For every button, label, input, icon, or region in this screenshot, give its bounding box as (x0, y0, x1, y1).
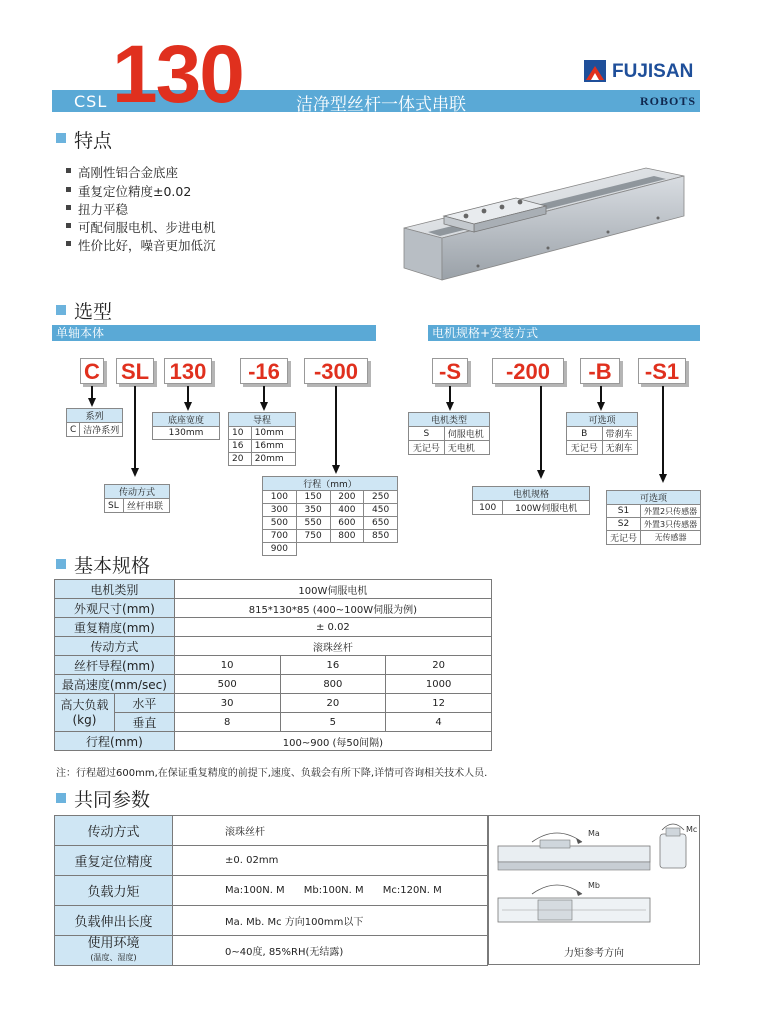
connector-arrow (537, 470, 545, 479)
table-cell: 带刹车 (602, 427, 638, 441)
param-value: 滚珠丝杆 (173, 816, 488, 846)
table-cell: 无记号 (409, 441, 445, 455)
env-label: 使用环境 (87, 936, 140, 951)
spec-label: 行程(mm) (55, 732, 175, 751)
table-cell: 200 (330, 491, 364, 504)
param-label-env (55, 936, 173, 966)
spec-value: 12 (386, 694, 492, 713)
base-width-header: 底座宽度 (153, 413, 220, 427)
common-params-table (54, 815, 488, 966)
product-linear-module-image (398, 158, 698, 286)
spec-label: 垂直 (114, 713, 174, 732)
table-cell: C (67, 423, 80, 437)
table-cell: B (567, 427, 603, 441)
param-value: ±0. 02mm (173, 846, 488, 876)
feature-item: 高刚性铝合金底座 (78, 165, 179, 180)
table-cell: 150 (296, 491, 330, 504)
spec-label: 水平 (114, 694, 174, 713)
connector-arrow (131, 468, 139, 477)
table-cell: 450 (364, 504, 398, 517)
basic-spec-title: 基本规格 (74, 555, 151, 577)
table-cell: 400 (330, 504, 364, 517)
table-cell: 650 (364, 517, 398, 530)
moment-direction-diagram (492, 820, 698, 942)
table-cell: 无记号 (567, 441, 603, 455)
spec-value: 16 (280, 656, 386, 675)
env-sublabel: (温度、湿度) (90, 953, 137, 962)
section-marker-icon (56, 133, 66, 143)
drive-header: 传动方式 (105, 485, 170, 499)
brand-robots: ROBOTS (639, 94, 696, 108)
spec-value: 20 (280, 694, 386, 713)
param-label: 负载力矩 (55, 876, 173, 906)
code-option-brake: -B (580, 358, 620, 384)
section-marker-icon (56, 559, 66, 569)
table-cell: 350 (296, 504, 330, 517)
table-cell: 无记号 (607, 531, 641, 545)
spec-value: 8 (174, 713, 280, 732)
table-cell: 16mm (251, 440, 295, 453)
section-marker-icon (56, 793, 66, 803)
series-header: 系列 (67, 409, 123, 423)
drive-table (104, 484, 170, 513)
code-series: C (80, 358, 104, 384)
param-value: Ma. Mb. Mc 方向100mm以下 (173, 906, 488, 936)
table-cell: S2 (607, 518, 641, 531)
table-cell: 800 (330, 530, 364, 543)
basic-spec-table (54, 579, 492, 751)
table-cell: 550 (296, 517, 330, 530)
table-cell: 300 (263, 504, 297, 517)
table-cell: 20mm (251, 453, 295, 466)
connector-line (540, 386, 542, 472)
load-unit: (kg) (72, 712, 97, 727)
ma-label: Ma (588, 829, 600, 838)
option-brake-header: 可选项 (567, 413, 638, 427)
connector-arrow (88, 398, 96, 407)
connector-line (134, 386, 136, 470)
section-marker-icon (56, 305, 66, 315)
param-label: 负载伸出长度 (55, 906, 173, 936)
mb-label: Mb (588, 881, 600, 890)
table-cell: 无传感器 (641, 531, 701, 545)
series-table (66, 408, 123, 437)
connector-line (335, 386, 337, 466)
table-cell: 900 (263, 543, 297, 556)
param-value: Ma:100N. M Mb:100N. M Mc:120N. M (173, 876, 488, 906)
table-cell: 500 (263, 517, 297, 530)
code-drive: SL (116, 358, 154, 384)
table-cell: SL (105, 499, 124, 513)
base-width-table (152, 412, 220, 440)
spec-value: 815*130*85 (400~100W伺服为例) (174, 599, 491, 618)
spec-value: 500 (174, 675, 280, 694)
motor-spec-bar: 电机规格+安装方式 (428, 325, 700, 341)
connector-arrow (260, 402, 268, 411)
table-cell: S (409, 427, 445, 441)
code-option-sensor: -S1 (638, 358, 686, 384)
motor-spec-table (472, 486, 590, 515)
param-label: 重复定位精度 (55, 846, 173, 876)
spec-note: 注：行程超过600mm,在保证重复精度的前提下,速度、负载会有所下降,详情可咨询相关技术人员. (56, 768, 488, 779)
stroke-table (262, 476, 398, 556)
connector-arrow (597, 402, 605, 411)
brand-name: FUJISAN (612, 61, 694, 82)
table-cell: 700 (263, 530, 297, 543)
option-sensor-header: 可选项 (607, 491, 701, 505)
spec-value: 100~900 (每50间隔) (174, 732, 491, 751)
connector-line (662, 386, 664, 476)
code-stroke: -300 (304, 358, 368, 384)
common-params-title: 共同参数 (74, 789, 151, 811)
spec-label: 外观尺寸(mm) (55, 599, 175, 618)
spec-value: 5 (280, 713, 386, 732)
table-cell: 伺服电机 (444, 427, 489, 441)
table-cell: 750 (296, 530, 330, 543)
feature-item: 可配伺服电机、步进电机 (78, 220, 216, 235)
table-cell: 洁净系列 (80, 423, 123, 437)
param-value: 0~40度, 85%RH(无结露) (173, 936, 488, 966)
spec-value: 20 (386, 656, 492, 675)
connector-arrow (332, 465, 340, 474)
table-cell: 250 (364, 491, 398, 504)
spec-value: 100W伺服电机 (174, 580, 491, 599)
connector-arrow (446, 402, 454, 411)
spec-label: 电机类别 (55, 580, 175, 599)
connector-arrow (659, 474, 667, 483)
table-cell: 10mm (251, 427, 295, 440)
code-motor-spec: -200 (492, 358, 564, 384)
lead-header: 导程 (229, 413, 296, 427)
code-lead: -16 (240, 358, 288, 384)
table-cell: 丝杆串联 (123, 499, 169, 513)
param-label: 传动方式 (55, 816, 173, 846)
table-cell: 外置2只传感器 (641, 505, 701, 518)
feature-item: 性价比好，噪音更加低沉 (78, 238, 216, 253)
option-brake-table (566, 412, 638, 455)
selection-title: 选型 (74, 301, 113, 323)
spec-value: 800 (280, 675, 386, 694)
title-model-number: 130 (112, 29, 243, 120)
spec-value: 滚珠丝杆 (174, 637, 491, 656)
spec-label: 传动方式 (55, 637, 175, 656)
motor-type-header: 电机类型 (409, 413, 490, 427)
table-cell: 100W伺服电机 (503, 501, 590, 515)
table-cell: 100 (263, 491, 297, 504)
table-cell: 20 (229, 453, 252, 466)
feature-item: 重复定位精度±0.02 (78, 184, 192, 199)
connector-arrow (184, 402, 192, 411)
spec-value: ± 0.02 (174, 618, 491, 637)
table-cell: 16 (229, 440, 252, 453)
spec-value: 1000 (386, 675, 492, 694)
table-cell: 10 (229, 427, 252, 440)
code-motor-type: -S (432, 358, 468, 384)
features-title: 特点 (74, 130, 113, 152)
option-sensor-table (606, 490, 701, 545)
single-axis-body-bar: 单轴本体 (52, 325, 376, 341)
spec-value: 4 (386, 713, 492, 732)
load-label: 高大负载 (60, 697, 109, 712)
spec-label-load (55, 694, 115, 732)
table-cell: 无电机 (444, 441, 489, 455)
title-subtitle: 洁净型丝杆一体式串联 (296, 95, 466, 115)
spec-value: 10 (174, 656, 280, 675)
spec-label: 丝杆导程(mm) (55, 656, 175, 675)
table-cell: 外置3只传感器 (641, 518, 701, 531)
feature-item: 扭力平稳 (78, 202, 129, 217)
spec-label: 重复精度(mm) (55, 618, 175, 637)
motor-spec-header: 电机规格 (473, 487, 590, 501)
motor-type-table (408, 412, 490, 455)
code-width: 130 (164, 358, 212, 384)
stroke-header: 行程（mm） (263, 477, 398, 491)
mc-label: Mc (686, 825, 698, 834)
title-prefix: CSL (74, 92, 108, 111)
diagram-caption: 力矩参考方向 (564, 948, 624, 959)
spec-label: 最高速度(mm/sec) (55, 675, 175, 694)
fujisan-logo-icon (584, 60, 606, 82)
table-cell: 100 (473, 501, 503, 515)
table-cell: 850 (364, 530, 398, 543)
table-cell: 无刹车 (602, 441, 638, 455)
lead-table (228, 412, 296, 466)
spec-value: 30 (174, 694, 280, 713)
table-cell: S1 (607, 505, 641, 518)
table-cell: 130mm (153, 427, 220, 440)
table-cell: 600 (330, 517, 364, 530)
